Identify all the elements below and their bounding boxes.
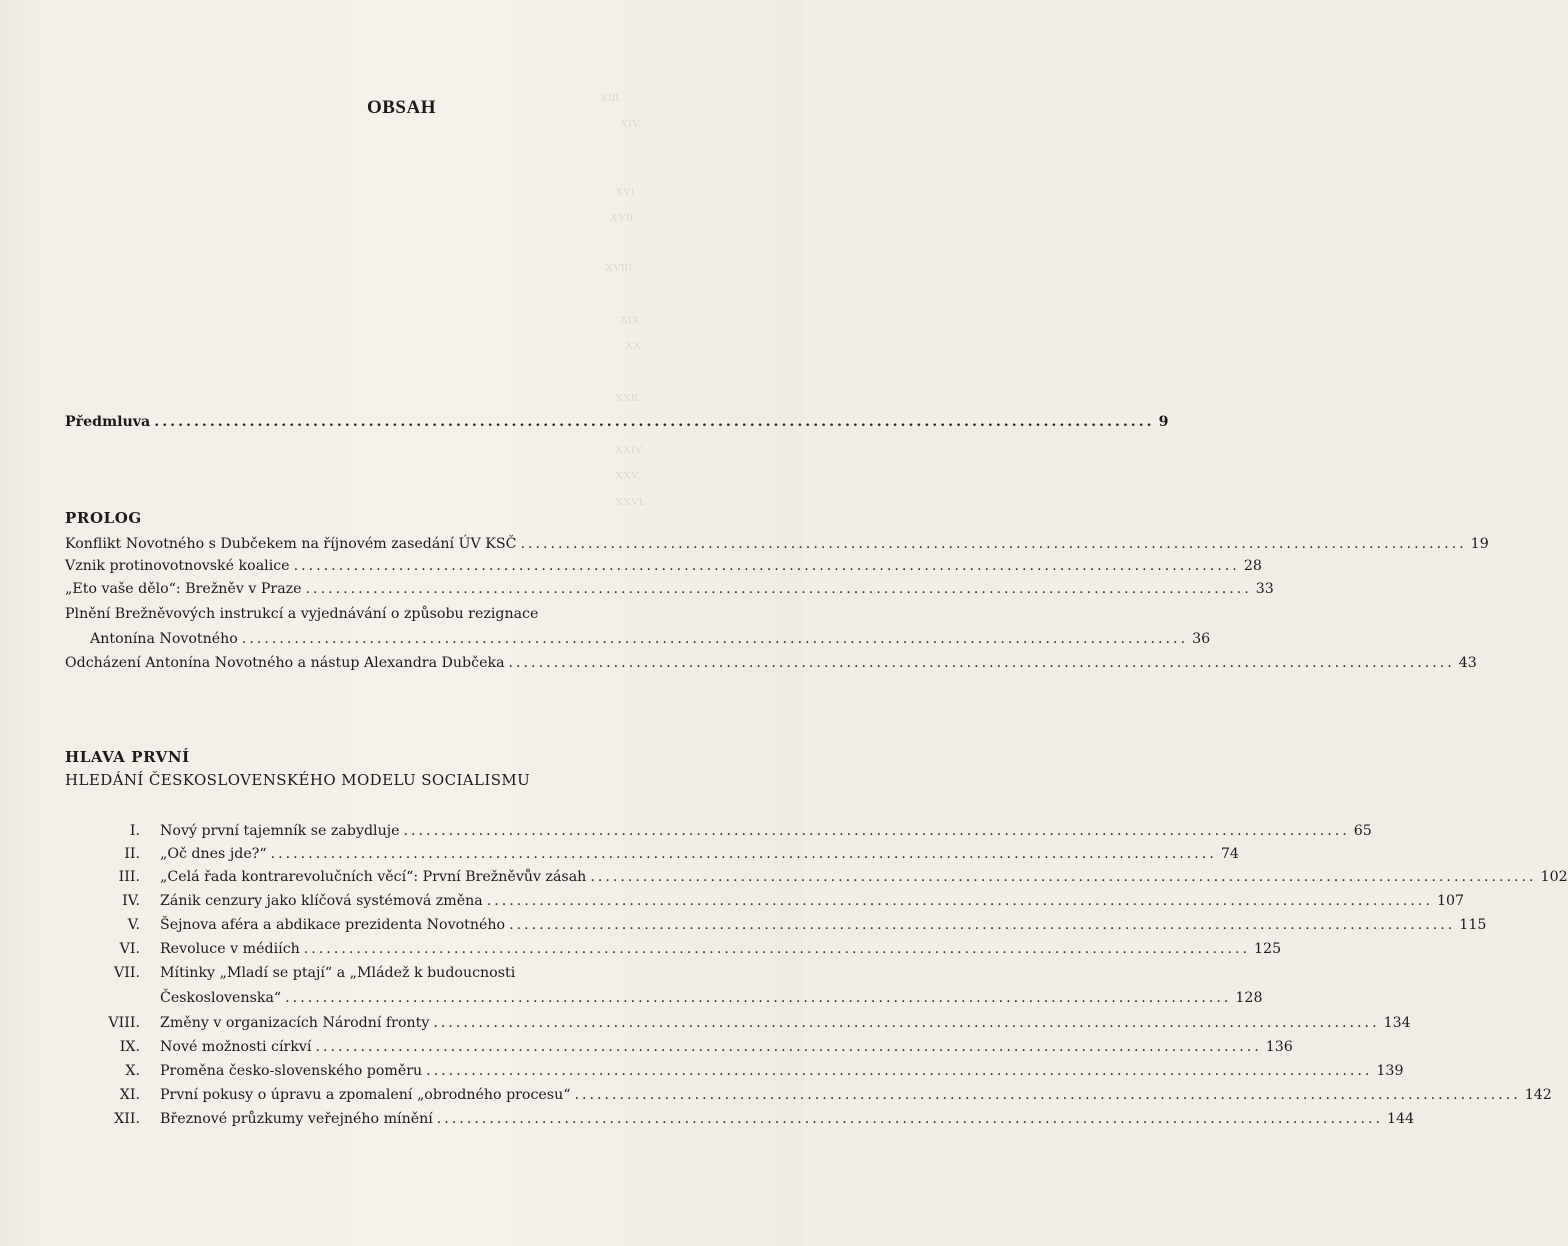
chapter-number: V. <box>127 917 140 933</box>
toc-leader-dots: .............................................................................................................................. <box>270 846 1217 862</box>
toc-entry-label: Konflikt Novotného s Dubčekem na říjnovém zasedání ÚV KSČ <box>65 536 517 552</box>
toc-entry[interactable] <box>65 533 1489 555</box>
toc-entry-label: Revoluce v médiích <box>160 941 300 957</box>
toc-entry-label: Antonína Novotného <box>90 631 238 647</box>
chapter-number: I. <box>129 823 140 839</box>
toc-entry-label: „Oč dnes jde?“ <box>160 846 267 862</box>
toc-page-number: 33 <box>1255 581 1274 597</box>
page-title: OBSAH <box>366 97 437 118</box>
toc-page-number: 125 <box>1254 941 1282 957</box>
toc-leader-dots: .............................................................................................................................. <box>154 414 1155 430</box>
toc-entry[interactable] <box>65 555 1262 577</box>
toc-entry[interactable] <box>160 914 1487 936</box>
toc-leader-dots: .............................................................................................................................. <box>241 631 1189 647</box>
toc-leader-dots: .............................................................................................................................. <box>293 558 1240 574</box>
toc-page-number: 136 <box>1265 1039 1293 1055</box>
toc-leader-dots: .............................................................................................................................. <box>520 536 1467 552</box>
toc-entry-preface[interactable] <box>65 411 1169 433</box>
toc-page-number: 9 <box>1158 414 1169 430</box>
toc-page-number: 36 <box>1192 631 1211 647</box>
toc-entry-label: Proměna česko-slovenského poměru <box>160 1063 423 1079</box>
toc-entry-label: Nové možnosti církví <box>160 1039 312 1055</box>
toc-leader-dots: .............................................................................................................................. <box>509 917 1456 933</box>
toc-entry-label: Předmluva <box>65 414 151 430</box>
toc-page-number: 139 <box>1376 1063 1404 1079</box>
toc-page-number: 65 <box>1353 823 1372 839</box>
toc-page-number: 128 <box>1235 990 1263 1006</box>
toc-entry[interactable] <box>65 578 1274 600</box>
toc-entry-label: „Celá řada kontrarevolučních věcí“: První Brežněvův zásah <box>160 869 587 885</box>
toc-entry[interactable] <box>160 938 1282 960</box>
toc-leader-dots: .............................................................................................................................. <box>508 655 1455 671</box>
toc-leader-dots: .............................................................................................................................. <box>433 1015 1380 1031</box>
toc-page-number: 142 <box>1524 1087 1552 1103</box>
toc-entry[interactable] <box>160 1060 1404 1082</box>
toc-leader-dots: .............................................................................................................................. <box>574 1087 1521 1103</box>
chapter-number: III. <box>118 869 140 885</box>
toc-entry[interactable] <box>160 1012 1411 1034</box>
toc-page-number: 19 <box>1470 536 1489 552</box>
toc-entry-label: Zánik cenzury jako klíčová systémová změna <box>160 893 483 909</box>
toc-page-number: 28 <box>1243 558 1262 574</box>
chapter-number: XI. <box>119 1087 140 1103</box>
toc-entry[interactable] <box>160 866 1568 888</box>
toc-entry[interactable] <box>160 843 1239 865</box>
chapter-number: IV. <box>122 893 140 909</box>
bleed-through-texture: XVI. <box>615 186 638 198</box>
toc-entry[interactable] <box>65 652 1477 674</box>
section-heading-chapter-1: HLAVA PRVNÍ <box>65 748 190 766</box>
chapter-number: X. <box>125 1063 140 1079</box>
bleed-through-texture: XVII. <box>610 212 636 224</box>
toc-leader-dots: .............................................................................................................................. <box>315 1039 1262 1055</box>
toc-entry[interactable] <box>160 1084 1552 1106</box>
toc-page-number: 144 <box>1387 1111 1415 1127</box>
toc-leader-dots: .............................................................................................................................. <box>426 1063 1373 1079</box>
toc-page-number: 134 <box>1383 1015 1411 1031</box>
bleed-through-texture: XXVI. <box>615 496 646 508</box>
bleed-through-texture: XIII. <box>600 92 622 104</box>
chapter-number: II. <box>124 846 140 862</box>
toc-entry-label: První pokusy o úpravu a zpomalení „obrodného procesu“ <box>160 1087 571 1103</box>
bleed-through-texture: XXII. <box>615 392 641 404</box>
toc-entry-label: Šejnova aféra a abdikace prezidenta Novotného <box>160 917 506 933</box>
toc-entry[interactable] <box>160 1036 1293 1058</box>
toc-leader-dots: .............................................................................................................................. <box>486 893 1433 909</box>
toc-leader-dots: .............................................................................................................................. <box>403 823 1350 839</box>
toc-entry[interactable] <box>160 1108 1415 1130</box>
bleed-through-texture: XIV. <box>620 118 641 130</box>
toc-leader-dots: .............................................................................................................................. <box>436 1111 1384 1127</box>
bleed-through-texture: XX. <box>625 340 644 352</box>
toc-entry-label: Březnové průzkumy veřejného mínění <box>160 1111 433 1127</box>
bleed-through-texture: XXIV. <box>615 444 644 456</box>
toc-entry-label: Československa“ <box>160 990 282 1006</box>
toc-leader-dots: .............................................................................................................................. <box>285 990 1232 1006</box>
chapter-number: IX. <box>119 1039 140 1055</box>
toc-entry-label: Změny v organizacích Národní fronty <box>160 1015 430 1031</box>
toc-page-number: 102 <box>1540 869 1568 885</box>
toc-page-number: 107 <box>1436 893 1465 909</box>
chapter-subtitle: HLEDÁNÍ ČESKOSLOVENSKÉHO MODELU SOCIALISMU <box>65 771 531 789</box>
toc-entry-label: Odcházení Antonína Novotného a nástup Alexandra Dubčeka <box>65 655 505 671</box>
bleed-through-texture: XVIII. <box>605 262 635 274</box>
toc-entry-label: „Eto vaše dělo“: Brežněv v Praze <box>65 581 302 597</box>
bleed-through-texture: XXV. <box>615 470 641 482</box>
bleed-through-texture: XIX. <box>620 314 643 326</box>
toc-leader-dots: .............................................................................................................................. <box>305 581 1252 597</box>
chapter-number: XII. <box>114 1111 140 1127</box>
toc-entry-label: Nový první tajemník se zabydluje <box>160 823 400 839</box>
toc-entry[interactable] <box>160 890 1465 912</box>
toc-entry-label-line1[interactable]: Plnění Brežněvových instrukcí a vyjednávání o způsobu rezignace <box>65 606 539 622</box>
toc-page-number: 74 <box>1220 846 1239 862</box>
chapter-number: VI. <box>119 941 140 957</box>
toc-entry[interactable] <box>90 628 1211 650</box>
toc-entry[interactable] <box>160 987 1263 1009</box>
toc-page-number: 115 <box>1459 917 1487 933</box>
toc-page-number: 43 <box>1458 655 1477 671</box>
chapter-number: VIII. <box>108 1015 140 1031</box>
chapter-number: VII. <box>114 965 140 981</box>
toc-entry[interactable] <box>160 820 1372 842</box>
toc-leader-dots: .............................................................................................................................. <box>590 869 1537 885</box>
toc-entry-label-line1[interactable]: Mítinky „Mladí se ptají“ a „Mládež k budoucnosti <box>160 965 516 981</box>
toc-entry-label: Vznik protinovotnovské koalice <box>65 558 290 574</box>
toc-leader-dots: .............................................................................................................................. <box>303 941 1251 957</box>
section-heading-prolog: PROLOG <box>65 509 142 527</box>
